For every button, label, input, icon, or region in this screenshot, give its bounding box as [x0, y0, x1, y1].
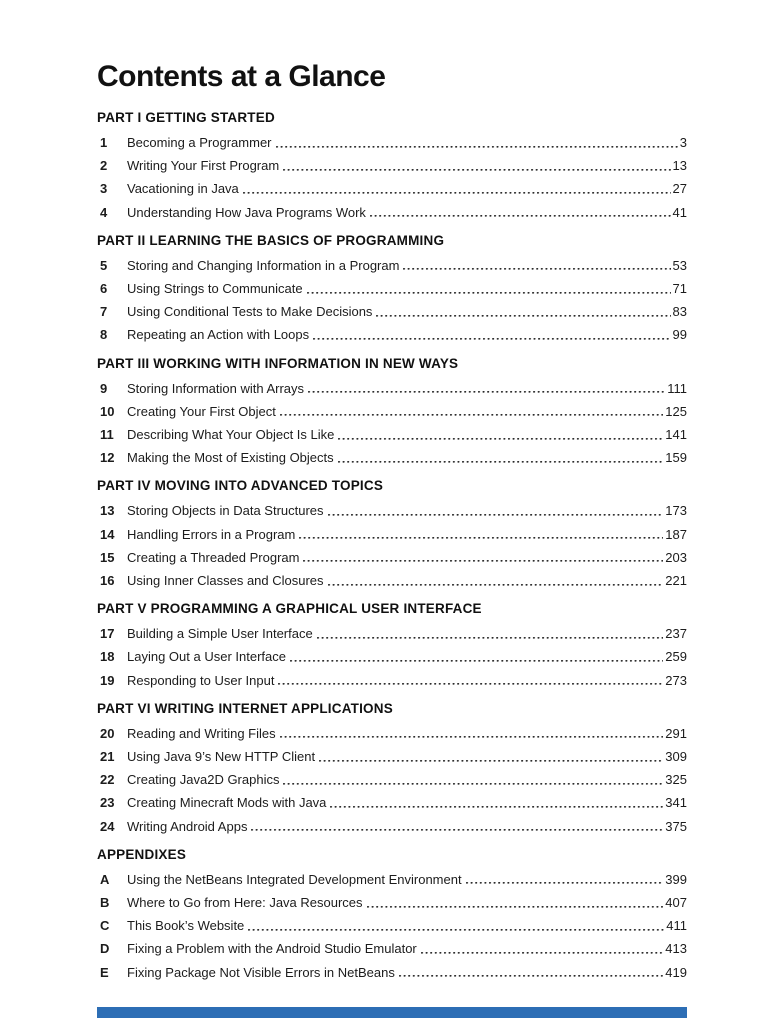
- entry-page: 159: [665, 450, 687, 466]
- entry-title: Creating Java2D Graphics: [127, 772, 280, 788]
- toc-entry: [97, 961, 687, 984]
- entry-title: Laying Out a User Interface: [127, 649, 286, 665]
- part-heading: PART I GETTING STARTED: [97, 110, 275, 125]
- entry-title: Writing Your First Program: [127, 158, 280, 174]
- entry-page: 273: [665, 672, 687, 688]
- entry-page: 341: [665, 795, 687, 811]
- entry-page: 411: [666, 918, 687, 934]
- toc-entry: [97, 523, 687, 546]
- entry-number: 10: [100, 403, 115, 419]
- entry-title: Handling Errors in a Program: [127, 526, 296, 542]
- entry-number: 20: [100, 725, 115, 741]
- toc-entry: [97, 446, 687, 469]
- part-heading: PART IV MOVING INTO ADVANCED TOPICS: [97, 478, 384, 494]
- toc-entry: [97, 937, 687, 960]
- entry-title: Building a Simple User Interface: [127, 626, 313, 642]
- toc-entry: [97, 569, 687, 592]
- dot-leader: [278, 669, 663, 692]
- table-of-contents: [97, 109, 687, 984]
- entry-title: Repeating an Action with Loops: [127, 327, 310, 343]
- entry-title: Using Java 9’s New HTTP Client: [127, 749, 316, 765]
- entry-page: 375: [665, 818, 687, 834]
- entry-number: 6: [100, 281, 108, 297]
- entry-page: 99: [672, 327, 687, 343]
- entry-page: 309: [665, 749, 687, 765]
- dot-leader: [328, 499, 664, 522]
- toc-entry: [97, 914, 687, 937]
- entry-page: 399: [665, 871, 687, 887]
- entry-title: Using the NetBeans Integrated Development Environment: [127, 871, 462, 887]
- entry-number: 4: [100, 204, 108, 220]
- dot-leader: [280, 400, 663, 423]
- entry-page: 325: [665, 772, 687, 788]
- entry-number: C: [100, 918, 110, 934]
- toc-entry: [97, 254, 687, 277]
- entry-page: 173: [665, 503, 687, 519]
- entry-number: 13: [100, 503, 115, 519]
- entry-page: 187: [665, 526, 687, 542]
- dot-leader: [308, 377, 665, 400]
- dot-leader: [403, 254, 670, 277]
- entry-title: Using Conditional Tests to Make Decisions: [127, 304, 373, 320]
- entry-title: Vacationing in Java: [127, 181, 239, 197]
- footer-accent-bar: [97, 1007, 687, 1018]
- entry-number: 15: [100, 549, 115, 565]
- dot-leader: [399, 961, 663, 984]
- entry-page: 203: [665, 549, 687, 565]
- dot-leader: [283, 154, 670, 177]
- toc-entry: [97, 201, 687, 224]
- toc-entry: [97, 131, 687, 154]
- dot-leader: [370, 201, 671, 224]
- entry-title: Storing Information with Arrays: [127, 380, 305, 396]
- toc-entry: [97, 154, 687, 177]
- entry-page: 71: [672, 281, 687, 297]
- toc-entry: [97, 622, 687, 645]
- part-heading: PART VI WRITING INTERNET APPLICATIONS: [97, 700, 393, 716]
- toc-entry: [97, 669, 687, 692]
- dot-leader: [290, 645, 663, 668]
- entry-number: 21: [100, 749, 115, 765]
- entry-page: 291: [665, 725, 687, 741]
- entry-number: E: [100, 964, 109, 980]
- entry-number: 1: [100, 135, 108, 150]
- dot-leader: [466, 868, 664, 891]
- entry-page: 221: [665, 573, 687, 589]
- toc-entry: [97, 423, 687, 446]
- entry-page: 111: [667, 380, 687, 396]
- toc-entry: [97, 891, 687, 914]
- entry-page: 27: [672, 181, 687, 197]
- toc-entry: [97, 546, 687, 569]
- entry-title: Understanding How Java Programs Work: [127, 204, 366, 220]
- entry-page: 13: [672, 158, 687, 174]
- toc-entry: [97, 815, 687, 838]
- entry-title: Responding to User Input: [127, 672, 275, 688]
- entry-number: 8: [100, 327, 108, 343]
- dot-leader: [376, 300, 670, 323]
- entry-number: 18: [100, 649, 115, 665]
- toc-entry: [97, 768, 687, 791]
- entry-number: 24: [100, 818, 115, 834]
- dot-leader: [303, 546, 663, 569]
- entry-number: 19: [100, 672, 115, 688]
- dot-leader: [319, 745, 663, 768]
- entry-title: Storing and Changing Information in a Program: [127, 257, 400, 273]
- entry-number: B: [100, 895, 110, 911]
- entry-number: 3: [100, 181, 108, 197]
- entry-title: Fixing Package Not Visible Errors in NetBeans: [127, 964, 395, 980]
- dot-leader: [338, 423, 663, 446]
- toc-entry: [97, 323, 687, 346]
- entry-title: Writing Android Apps: [127, 818, 248, 834]
- dot-leader: [243, 177, 671, 200]
- entry-title: Where to Go from Here: Java Resources: [127, 895, 363, 911]
- toc-entry: [97, 645, 687, 668]
- part-heading: PART II LEARNING THE BASICS OF PROGRAMMING: [97, 232, 445, 248]
- dot-leader: [280, 722, 664, 745]
- toc-entry: [97, 277, 687, 300]
- entry-page: 53: [672, 257, 687, 273]
- entry-page: 413: [665, 941, 687, 957]
- entry-page: 237: [665, 626, 687, 642]
- entry-title: Using Strings to Communicate: [127, 281, 303, 297]
- entry-title: This Book’s Website: [127, 918, 245, 934]
- toc-entry: [97, 400, 687, 423]
- toc-entry: [97, 722, 687, 745]
- entry-number: 12: [100, 450, 115, 466]
- entry-page: 41: [672, 204, 687, 220]
- dot-leader: [338, 446, 664, 469]
- dot-leader: [328, 569, 664, 592]
- entry-title: Making the Most of Existing Objects: [127, 450, 334, 466]
- dot-leader: [313, 323, 670, 346]
- entry-page: 83: [672, 304, 687, 320]
- entry-page: 141: [665, 427, 687, 443]
- toc-entry: [97, 868, 687, 891]
- entry-title: Using Inner Classes and Closures: [127, 573, 324, 589]
- entry-title: Storing Objects in Data Structures: [127, 503, 324, 519]
- entry-number: A: [100, 871, 110, 887]
- entry-number: 16: [100, 573, 115, 589]
- entry-title: Reading and Writing Files: [127, 725, 276, 741]
- entry-page: 419: [665, 964, 687, 980]
- entry-title: Creating a Threaded Program: [127, 549, 300, 565]
- entry-number: 9: [100, 380, 108, 396]
- dot-leader: [317, 622, 664, 645]
- part-heading: PART V PROGRAMMING A GRAPHICAL USER INTERFACE: [97, 601, 482, 617]
- entry-number: 22: [100, 772, 115, 788]
- entry-number: 7: [100, 304, 108, 320]
- entry-number: D: [100, 941, 110, 957]
- dot-leader: [251, 815, 663, 838]
- part-heading: PART III WORKING WITH INFORMATION IN NEW WAYS: [97, 355, 459, 371]
- toc-entry: [97, 499, 687, 522]
- dot-leader: [367, 891, 664, 914]
- toc-entry: [97, 791, 687, 814]
- entry-title: Creating Minecraft Mods with Java: [127, 795, 327, 811]
- entry-page: 125: [665, 403, 687, 419]
- entry-number: 11: [100, 427, 114, 443]
- toc-entry: [97, 177, 687, 200]
- entry-number: 5: [100, 257, 108, 273]
- dot-leader: [276, 131, 678, 154]
- dot-leader: [421, 937, 664, 960]
- entry-page: 407: [665, 895, 687, 911]
- entry-number: 14: [100, 526, 115, 542]
- dot-leader: [330, 791, 663, 814]
- dot-leader: [248, 914, 664, 937]
- entry-title: Becoming a Programmer: [127, 135, 272, 150]
- dot-leader: [307, 277, 671, 300]
- entry-number: 2: [100, 158, 108, 174]
- toc-entry: [97, 745, 687, 768]
- entry-page: 259: [665, 649, 687, 665]
- entry-title: Fixing a Problem with the Android Studio Emulator: [127, 941, 417, 957]
- entry-title: Creating Your First Object: [127, 403, 276, 419]
- dot-leader: [283, 768, 663, 791]
- part-heading: APPENDIXES: [97, 846, 187, 862]
- dot-leader: [299, 523, 663, 546]
- page-title: Contents at a Glance: [97, 60, 386, 93]
- entry-title: Describing What Your Object Is Like: [127, 427, 335, 443]
- toc-entry: [97, 377, 687, 400]
- entry-number: 23: [100, 795, 115, 811]
- entry-number: 17: [100, 626, 115, 642]
- entry-page: 3: [679, 135, 687, 150]
- toc-entry: [97, 300, 687, 323]
